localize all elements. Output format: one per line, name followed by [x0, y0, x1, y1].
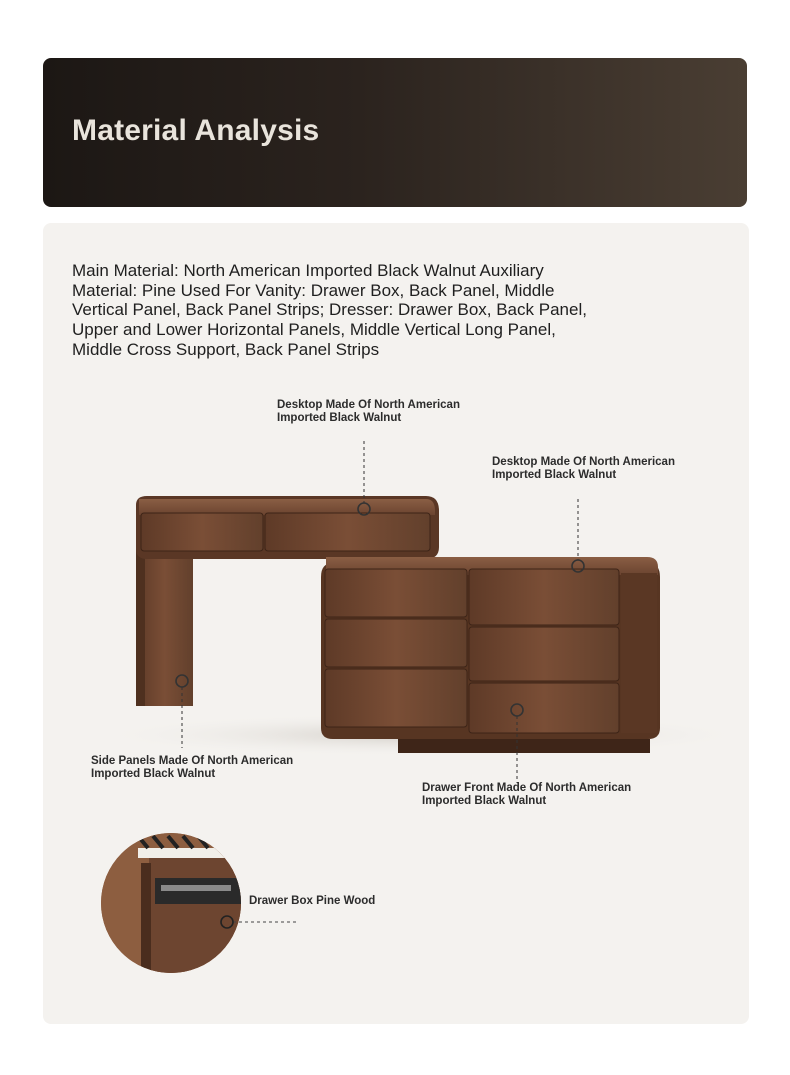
material-description: Main Material: North American Imported Black Walnut Auxiliary Material: Pine Used For Vanity: Drawer Box, Back Panel, Middle Vertical Panel, Back Panel Strips; Dresser: Drawer Box, Back Panel, Upper and Lower Horizontal Panels, Middle Vertical Long Panel, Middle Cross Support, Back Panel Strips: [72, 261, 587, 359]
callout-dresser-desktop: Desktop Made Of North American Imported Black Walnut: [492, 456, 675, 481]
callout-vanity-desktop: Desktop Made Of North American Imported Black Walnut: [277, 399, 460, 424]
page-title: Material Analysis: [72, 114, 320, 147]
material-card: [43, 223, 749, 1024]
callout-drawer-box: Drawer Box Pine Wood: [249, 895, 376, 907]
dresser: [321, 557, 660, 753]
callout-drawer-front: Drawer Front Made Of North American Imported Black Walnut: [422, 782, 632, 807]
title-banner: [43, 58, 747, 207]
callout-side-panels: Side Panels Made Of North American Imported Black Walnut: [91, 755, 294, 780]
furniture-illustration: [43, 223, 749, 1024]
